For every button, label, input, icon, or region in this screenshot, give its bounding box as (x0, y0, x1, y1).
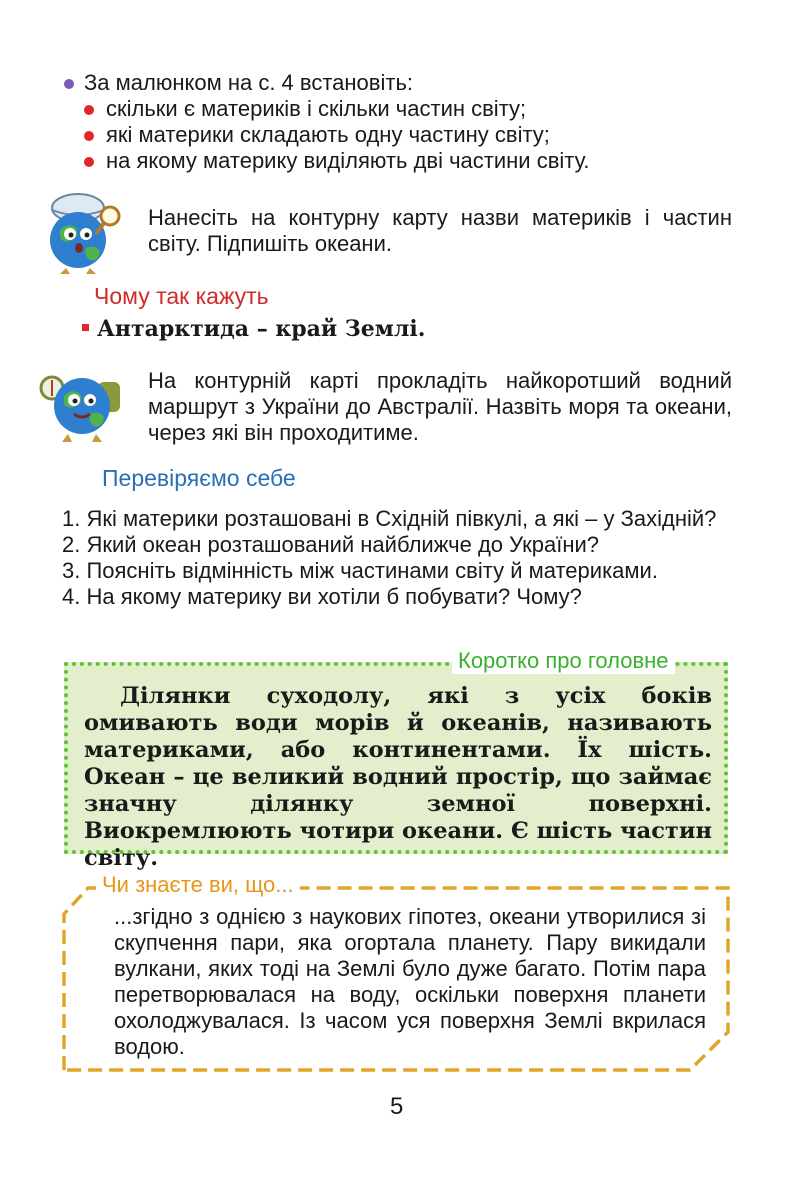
question-item: 2. Який океан розташований найближче до України? (62, 532, 600, 557)
saying-text: Антарктида – край Землі. (97, 316, 426, 342)
summary-title: Коротко про головне (452, 648, 675, 674)
page-number: 5 (390, 1093, 404, 1120)
questions-list (62, 506, 732, 610)
square-bullet-icon (82, 324, 89, 331)
task-sea-route: На контурній карті прокладіть найкоротший водний маршрут з України до Австралії. Назвіть моря та океани, через які він проходитиме. (148, 368, 732, 445)
task-contour-map: Нанесіть на контурну карту назви материків і частин світу. Підпишіть океани. (148, 205, 732, 256)
intro-list-item: на якому материку виділяють дві частини світу. (84, 148, 742, 174)
intro-list-item: скільки є материків і скільки частин світу; (84, 96, 742, 122)
saying-item (82, 316, 425, 342)
intro-list (62, 96, 742, 174)
globe-traveler-icon (38, 360, 126, 448)
fact-text: ...згідно з однією з наукових гіпотез, океани утворилися зі скупчення пари, яка огортала планету. Пару викидали вулкани, яких тоді на Землі було дуже багато. Потім пара перетворювалася на воду, оскільки поверхня планети охолоджувалася. Із часом уся поверхня Землі вкрилася водою. (114, 904, 706, 1059)
fact-title: Чи знаєте ви, що... (96, 872, 300, 898)
check-title: Перевіряємо себе (102, 465, 296, 491)
saying-title: Чому так кажуть (94, 283, 269, 309)
intro-list-item: які материки складають одну частину світу; (84, 122, 742, 148)
question-item: 1. Які материки розташовані в Східній півкулі, а які – у Західній? (62, 506, 717, 531)
summary-text: Ділянки суходолу, які з усіх боків омивають води морів й океанів, називають материками, або континентами. Їх шість. Океан – це великий водний простір, що займає значну ділянку земної поверхні. Виокремлюють чотири океани. Є шість частин світу. (84, 683, 712, 871)
globe-explorer-icon (38, 190, 126, 278)
question-item: 3. Поясніть відмінність між частинами світу й материками. (62, 558, 658, 583)
intro-lead: За малюнком на с. 4 встановіть: (62, 70, 742, 96)
intro-block (62, 70, 742, 174)
question-item: 4. На якому материку ви хотіли б побувати? Чому? (62, 584, 582, 609)
